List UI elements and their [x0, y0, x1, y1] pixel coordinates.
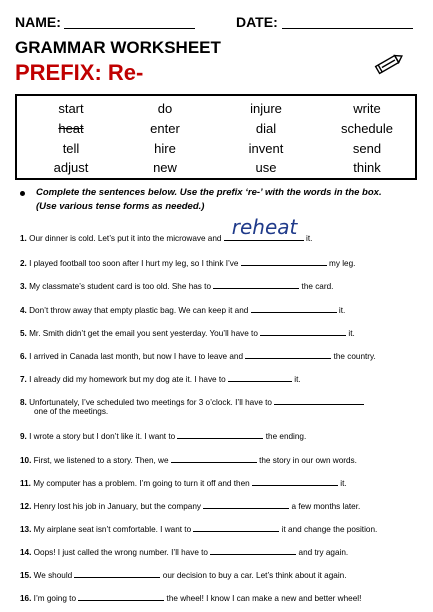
question-text-end: the card.	[299, 282, 334, 291]
question-number: 16.	[20, 594, 34, 603]
question-number: 11.	[20, 479, 34, 488]
answer-blank[interactable]	[241, 257, 327, 266]
date-field[interactable]	[282, 28, 413, 29]
question-13	[20, 523, 377, 534]
question-number: 3.	[20, 282, 30, 291]
answer-blank[interactable]	[260, 327, 346, 336]
question-text: Oops! I just called the wrong number. I’ll have to	[33, 548, 211, 557]
answer-blank[interactable]	[274, 396, 364, 405]
question-continuation: one of the meetings.	[34, 407, 109, 416]
question-text-end: the story in our own words.	[256, 456, 357, 465]
instruction-line-2: (Use various tense forms as needed.)	[36, 201, 205, 212]
word-schedule: schedule	[340, 121, 394, 136]
question-number: 12.	[20, 502, 34, 511]
question-number: 4.	[20, 306, 30, 315]
question-text-end: it.	[303, 234, 313, 243]
pencil-icon	[370, 49, 406, 79]
question-text-end: my leg.	[326, 259, 356, 268]
question-text-end: it.	[336, 306, 346, 315]
word-think: think	[353, 160, 381, 175]
question-14	[20, 546, 348, 557]
question-text: My classmate’s student card is too old. She has to	[29, 282, 214, 291]
question-number: 8.	[20, 398, 30, 407]
question-11	[20, 477, 347, 488]
question-text: Unfortunately, I’ve scheduled two meetings for 3 o’clock. I’ll have to	[29, 398, 275, 407]
question-text: My computer has a problem. I’m going to turn it off and then	[33, 479, 252, 488]
question-12	[20, 500, 360, 511]
question-10	[20, 454, 357, 465]
question-number: 5.	[20, 329, 30, 338]
question-16	[20, 592, 361, 603]
answer-blank[interactable]	[171, 454, 257, 463]
answer-blank[interactable]	[252, 477, 338, 486]
instruction-line-1: Complete the sentences below. Use the prefix ‘re-’ with the words in the box.	[36, 187, 382, 198]
question-number: 6.	[20, 352, 30, 361]
question-number: 15.	[20, 571, 34, 580]
question-4	[20, 304, 345, 315]
question-text-end: the wheel! I know I can make a new and better wheel!	[164, 594, 362, 603]
question-text-end: it.	[346, 329, 355, 338]
question-number: 7.	[20, 375, 30, 384]
name-field[interactable]	[64, 28, 195, 29]
question-8	[20, 396, 364, 407]
question-text: Henry lost his job in January, but the company	[33, 502, 204, 511]
question-number: 1.	[20, 234, 30, 243]
question-5	[20, 327, 355, 338]
question-15	[20, 569, 347, 580]
question-3	[20, 280, 333, 291]
word-use: use	[255, 160, 277, 175]
answer-blank[interactable]	[245, 350, 331, 359]
answer-blank[interactable]	[203, 500, 289, 509]
word-hire: hire	[154, 141, 176, 156]
word-dial: dial	[255, 121, 277, 136]
question-2	[20, 257, 355, 268]
answer-blank[interactable]	[210, 546, 296, 555]
word-write: write	[353, 101, 381, 116]
question-text: We should	[33, 571, 75, 580]
answer-blank[interactable]	[193, 523, 279, 532]
answer-blank[interactable]	[78, 592, 164, 601]
question-text: I arrived in Canada last month, but now I have to leave and	[29, 352, 246, 361]
answer-blank[interactable]	[224, 215, 304, 241]
question-text: First, we listened to a story. Then, we	[33, 456, 171, 465]
answer-blank[interactable]	[177, 430, 263, 439]
question-9	[20, 430, 306, 441]
date-label: DATE:	[236, 14, 278, 30]
word-send: send	[352, 141, 382, 156]
question-number: 9.	[20, 432, 30, 441]
word-adjust: adjust	[53, 160, 89, 175]
question-text-end: it and change the position.	[279, 525, 378, 534]
question-7	[20, 373, 301, 384]
question-number: 2.	[20, 259, 30, 268]
word-enter: enter	[150, 121, 180, 136]
name-label: NAME:	[15, 14, 61, 30]
word-start: start	[58, 101, 84, 116]
question-text: I already did my homework but my dog ate it. I have to	[29, 375, 228, 384]
answer-blank[interactable]	[213, 280, 299, 289]
word-heat: heat	[58, 121, 84, 136]
question-text-end: and try again.	[296, 548, 349, 557]
question-text-end: it.	[291, 375, 301, 384]
question-1	[20, 215, 313, 243]
worksheet-subtitle: PREFIX: Re-	[15, 60, 144, 85]
bullet	[20, 191, 25, 196]
question-text-end: the country.	[331, 352, 376, 361]
question-number: 13.	[20, 525, 34, 534]
question-text: Our dinner is cold. Let’s put it into the microwave and	[29, 234, 224, 243]
word-do: do	[157, 101, 173, 116]
question-text-end: the ending.	[263, 432, 307, 441]
question-text: I wrote a story but I don’t like it. I want to	[29, 432, 178, 441]
question-text: I played football too soon after I hurt my leg, so I think I’ve	[29, 259, 241, 268]
question-text: My airplane seat isn’t comfortable. I want to	[33, 525, 194, 534]
word-new: new	[153, 160, 177, 175]
handwritten-answer: reheat	[231, 215, 298, 239]
question-text-end: our decision to buy a car. Let’s think about it again.	[160, 571, 347, 580]
question-number: 14.	[20, 548, 34, 557]
answer-blank[interactable]	[228, 373, 292, 382]
question-number: 10.	[20, 456, 34, 465]
worksheet-title: GRAMMAR WORKSHEET	[15, 38, 221, 57]
word-tell: tell	[62, 141, 80, 156]
word-invent: invent	[248, 141, 284, 156]
question-text: I’m going to	[33, 594, 79, 603]
answer-blank[interactable]	[74, 569, 160, 578]
question-6	[20, 350, 376, 361]
word-injure: injure	[250, 101, 282, 116]
question-text-end: it.	[337, 479, 347, 488]
question-text: Don’t throw away that empty plastic bag. We can keep it and	[29, 306, 251, 315]
question-text: Mr. Smith didn’t get the email you sent yesterday. You’ll have to	[29, 329, 261, 338]
question-text-end: a few months later.	[289, 502, 361, 511]
answer-blank[interactable]	[251, 304, 337, 313]
